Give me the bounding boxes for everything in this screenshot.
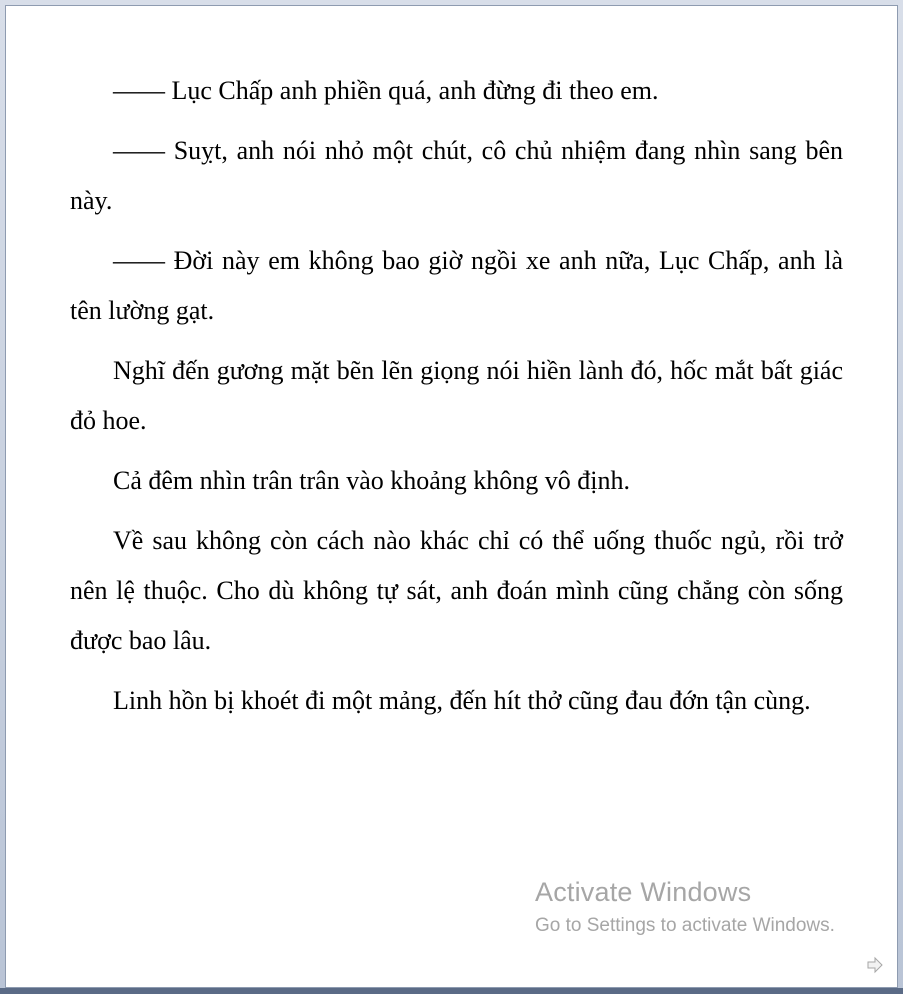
activate-windows-watermark: [535, 874, 835, 940]
arrow-right-icon-svg: [866, 956, 884, 974]
document-body: [70, 66, 843, 736]
paragraph-5: Cả đêm nhìn trân trân vào khoảng không vô định.: [113, 466, 631, 495]
window-bottom-border: [0, 988, 903, 994]
watermark-title: Activate Windows: [535, 877, 752, 907]
paragraph-6: Về sau không còn cách nào khác chỉ có thể uống thuốc ngủ, rồi trở nên lệ thuộc. Cho dù không tự sát, anh đoán mình cũng chẳng còn sống được bao lâu.: [70, 526, 843, 655]
arrow-right-icon[interactable]: [866, 956, 884, 974]
paragraph-1: —— Lục Chấp anh phiền quá, anh đừng đi theo em.: [113, 76, 659, 105]
watermark-subtitle: Go to Settings to activate Windows.: [535, 915, 835, 936]
paragraph-7: Linh hồn bị khoét đi một mảng, đến hít thở cũng đau đớn tận cùng.: [113, 686, 811, 715]
paragraph-4: Nghĩ đến gương mặt bẽn lẽn giọng nói hiền lành đó, hốc mắt bất giác đỏ hoe.: [70, 356, 843, 435]
paragraph-2: —— Suỵt, anh nói nhỏ một chút, cô chủ nhiệm đang nhìn sang bên này.: [70, 136, 843, 215]
document-page[interactable]: [5, 5, 898, 988]
paragraph-3: —— Đời này em không bao giờ ngồi xe anh nữa, Lục Chấp, anh là tên lường gạt.: [70, 246, 843, 325]
